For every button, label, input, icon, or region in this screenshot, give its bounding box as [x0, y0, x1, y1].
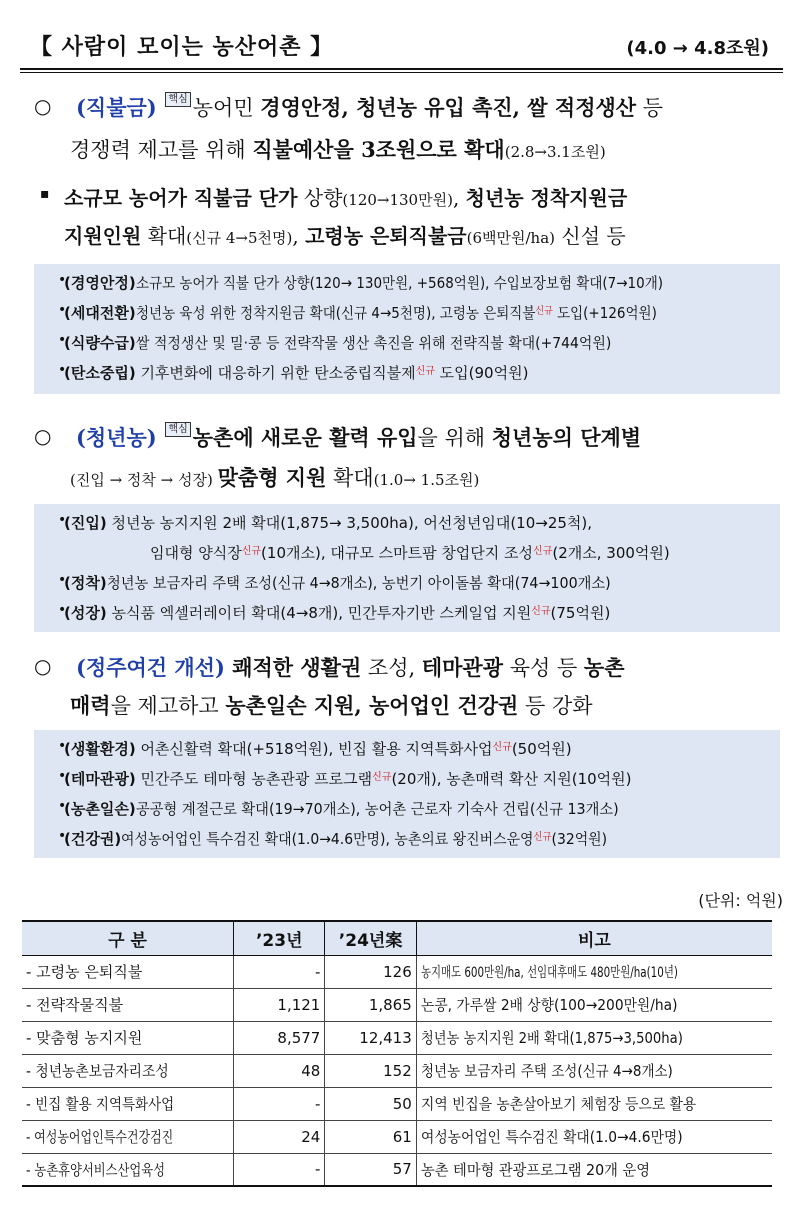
col-header-item: 구 분 [22, 921, 234, 955]
new-tag: 신규 [241, 546, 262, 557]
table-row: - 맞춤형 농지지원 8,577 12,413 청년농 농지지원 2배 확대(1,875→3,500ha) [22, 1021, 772, 1054]
circle-bullet: ○ [34, 654, 52, 678]
table-row: - 고령농 은퇴직불 - 126 농지매도 600만원/ha, 선임대후매도 480만원/ha(10년) [22, 955, 772, 988]
detail-row: (탄소중립) 기후변화에 대응하기 위한 탄소중립직불제$^{신규}$ 도입(90억원) [64, 364, 529, 382]
circle-bullet: ○ [34, 94, 52, 118]
detail-row: (생활환경) 어촌신활력 확대(+518억원), 빈집 활용 지역특화사업$^{신규}$(50억원) [64, 740, 572, 758]
new-tag: 신규 [492, 742, 512, 753]
detail-box: • (진입) 청년농 농지지원 2배 확대(1,875→ 3,500ha), 어선청년임대(10→25척), 임대형 양식장$^{신규}$(10개소), 대규모 스마트팜 창업단지 조성$^{신규}$(2개소, 300억원) • (정착)청년농 보금자리 주택 조성(신규 4→8개소), 농번기 아이돌봄 확대(74→100개소) • (성장) 농식품 엑셀러레이터 확대(4→8개), 민간투자기반 스케일업 지원$^{신규}$(75억원) [34, 504, 780, 632]
section-line: 매력을 제고하고 농촌일손 지원, 농어업인 건강권 등 강화 [70, 693, 593, 718]
budget-amount: (4.0 → 4.8조원) [626, 38, 769, 59]
section-keyword: (정주여건 개선) [76, 655, 225, 680]
detail-row: (세대전환)청년농 육성 위한 정착지원금 확대(신규 4→5천명), 고령농 은퇴직불$^{신규}$ 도입(+126억원) [64, 304, 657, 322]
detail-row: (테마관광) 민간주도 테마형 농촌관광 프로그램$^{신규}$(20개), 농촌매력 확산 지원(10억원) [64, 770, 632, 788]
detail-box: • (생활환경) 어촌신활력 확대(+518억원), 빈집 활용 지역특화사업$^{신규}$(50억원) • (테마관광) 민간주도 테마형 농촌관광 프로그램$^{신규}$(20개), 농촌매력 확산 지원(10억원) • (농촌일손)공공형 계절근로 확대(19→70개소), 농어촌 근로자 기숙사 건립(신규 13개소) • (건강권)여성농어업인 특수검진 확대(1.0→4.6만명), 농촌의료 왕진버스운영$^{신규}$(32억원) [34, 730, 780, 858]
sub-item [40, 182, 782, 252]
square-bullet: ▪ [40, 186, 50, 202]
detail-row: (성장) 농식품 엑셀러레이터 확대(4→8개), 민간투자기반 스케일업 지원$^{신규}$(75억원) [64, 604, 611, 622]
table-row: - 여성농어업인특수건강검진 24 61 여성농어업인 특수검진 확대(1.0→4.6만명) [22, 1120, 772, 1153]
detail-row: (건강권)여성농어업인 특수검진 확대(1.0→4.6만명), 농촌의료 왕진버스운영$^{신규}$(32억원) [64, 830, 608, 848]
unit-label: (단위: 억원) [698, 891, 783, 910]
page-header [20, 24, 783, 68]
detail-row: (진입) 청년농 농지지원 2배 확대(1,875→ 3,500ha), 어선청년임대(10→25척), [64, 514, 593, 532]
section-keyword: (청년농) [76, 425, 157, 450]
new-tag: 신규 [535, 306, 553, 317]
col-header-2023: ’23년 [234, 921, 325, 955]
section-youth [34, 422, 782, 502]
table-row: - 농촌휴양서비스산업육성 - 57 농촌 테마형 관광프로그램 20개 운영 [22, 1153, 772, 1186]
table-row: - 빈집 활용 지역특화사업 - 50 지역 빈집을 농촌살아보기 체험장 등으로 활용 [22, 1087, 772, 1120]
circle-bullet: ○ [34, 424, 52, 448]
detail-row: (정착)청년농 보금자리 주택 조성(신규 4→8개소), 농번기 아이돌봄 확대(74→100개소) [64, 574, 611, 592]
core-badge: 핵심 [165, 422, 190, 437]
new-tag: 신규 [415, 366, 435, 377]
new-tag: 신규 [533, 832, 552, 843]
sub-line: 소규모 농어가 직불금 단가 상향(120→130만원), 청년농 정착지원금 [64, 186, 628, 210]
new-tag: 신규 [533, 546, 553, 557]
col-header-2024: ’24년案 [325, 921, 416, 955]
section-line: 경쟁력 제고를 위해 직불예산을 3조원으로 확대(2.8→3.1조원) [70, 137, 606, 162]
detail-row: (식량수급)쌀 적정생산 및 밀·콩 등 전략작물 생산 촉진을 위해 전략직불 확대(+744억원) [64, 334, 611, 352]
section-living [34, 652, 782, 732]
table-row: - 청년농촌보금자리조성 48 152 청년농 보금자리 주택 조성(신규 4→8개소) [22, 1054, 772, 1087]
table-header-row [22, 921, 772, 955]
new-tag: 신규 [372, 772, 392, 783]
section-keyword: (직불금) [76, 95, 157, 120]
detail-row: 임대형 양식장$^{신규}$(10개소), 대규모 스마트팜 창업단지 조성$^{신규}$(2개소, 300억원) [150, 544, 670, 562]
sub-line: 지원인원 확대(신규 4→5천명), 고령농 은퇴직불금(6백만원/ha) 신설 등 [64, 224, 626, 248]
budget-table [22, 920, 772, 1187]
page-title: 【 사람이 모이는 농산어촌 】 [30, 35, 334, 60]
core-badge: 핵심 [165, 92, 190, 107]
detail-box: • (경영안정)소규모 농어가 직불 단가 상향(120→ 130만원, +568억원), 수입보장보험 확대(7→10개) • (세대전환)청년농 육성 위한 정착지원금 확대(신규 4→5천명), 고령농 은퇴직불$^{신규}$ 도입(+126억원) • (식량수급)쌀 적정생산 및 밀·콩 등 전략작물 생산 촉진을 위해 전략직불 확대(+744억원) • (탄소중립) 기후변화에 대응하기 위한 탄소중립직불제$^{신규}$ 도입(90억원) [34, 264, 780, 394]
section-line: (직불금) 핵심 농어민 경영안정, 청년농 유입 촉진, 쌀 적정생산 등 [76, 94, 664, 120]
section-direct-pay [34, 92, 782, 172]
header-rule [20, 72, 783, 73]
new-tag: 신규 [531, 606, 551, 617]
detail-row: (농촌일손)공공형 계절근로 확대(19→70개소), 농어촌 근로자 기숙사 건립(신규 13개소) [64, 800, 619, 818]
col-header-note: 비고 [416, 921, 772, 955]
section-line: (진입 → 정착 → 성장) 맞춤형 지원 확대(1.0→ 1.5조원) [70, 465, 480, 490]
section-line: (정주여건 개선) 쾌적한 생활권 조성, 테마관광 육성 등 농촌 [76, 655, 625, 680]
header-rule [20, 68, 783, 70]
detail-row: (경영안정)소규모 농어가 직불 단가 상향(120→ 130만원, +568억원), 수입보장보험 확대(7→10개) [64, 274, 663, 292]
section-line: (청년농) 핵심 농촌에 새로운 활력 유입을 위해 청년농의 단계별 [76, 424, 642, 450]
table-row: - 전략작물직불 1,121 1,865 논콩, 가루쌀 2배 상향(100→200만원/ha) [22, 988, 772, 1021]
